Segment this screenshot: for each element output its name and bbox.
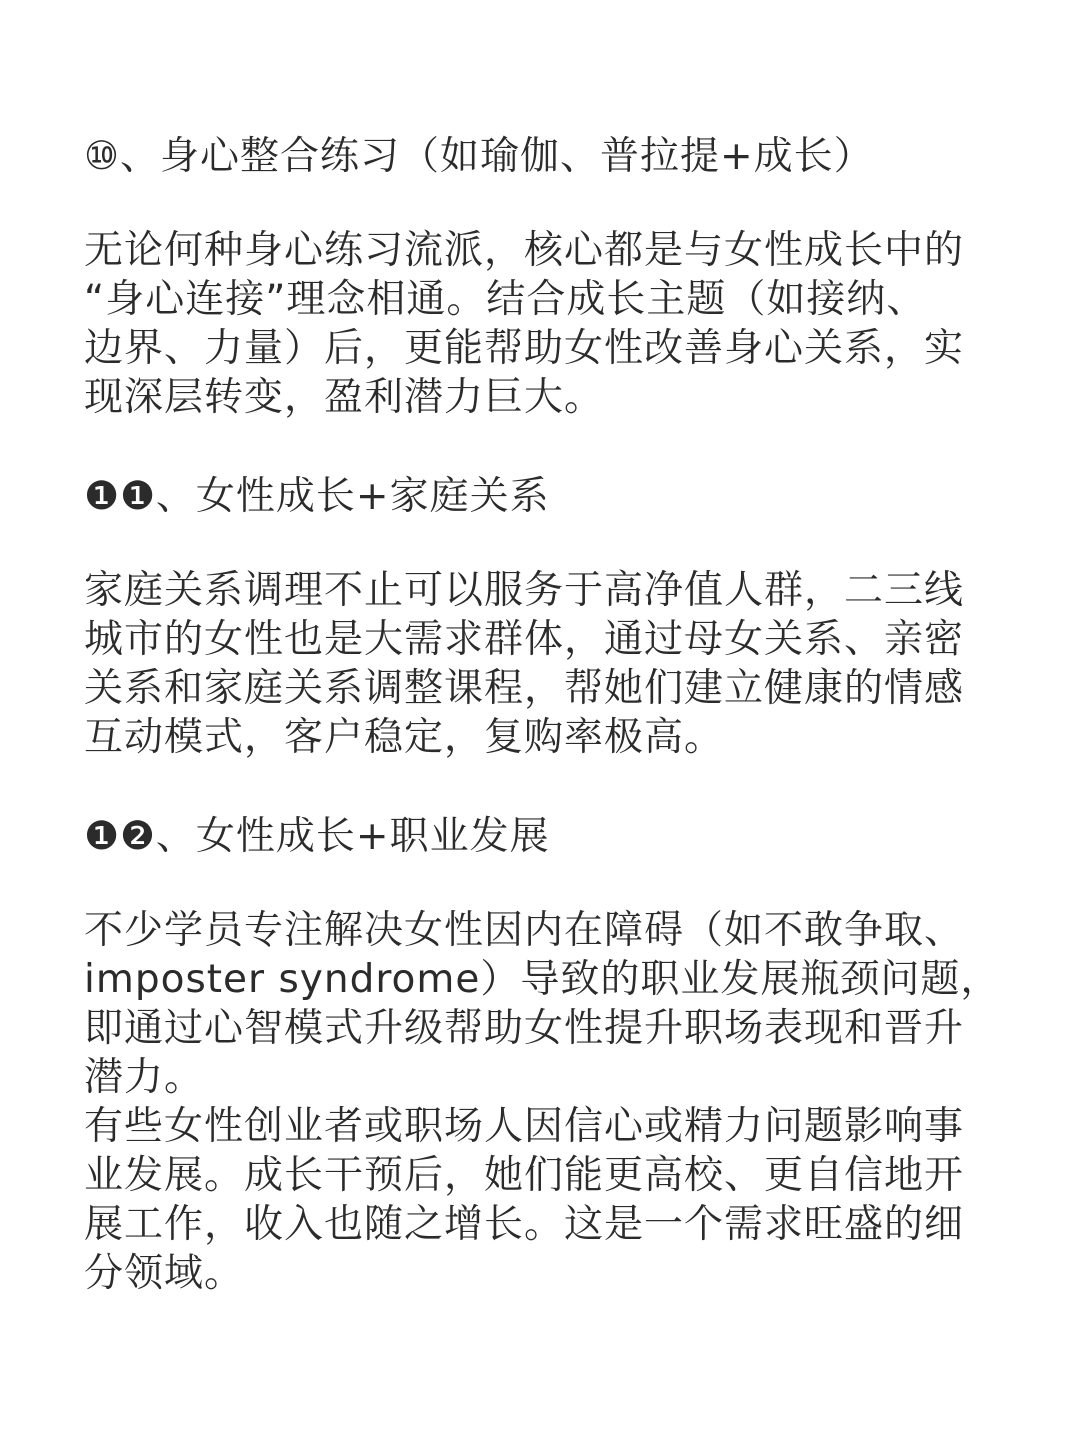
section-paragraph-11 bbox=[84, 566, 984, 762]
paragraph-line: 不少学员专注解决女性因内在障碍（如不敢争取、 bbox=[84, 908, 965, 953]
paragraph-line: 分领域。 bbox=[84, 1251, 245, 1296]
paragraph-line: 无论何种身心练习流派，核心都是与女性成长中的 bbox=[84, 228, 965, 273]
paragraph-line: “身心连接”理念相通。结合成长主题（如接纳、 bbox=[84, 277, 927, 322]
paragraph-line: 即通过心智模式升级帮助女性提升职场表现和晋升 bbox=[84, 1006, 965, 1051]
section-heading-10: ⑩、身心整合练习（如瑜伽、普拉提+成长） bbox=[84, 134, 874, 179]
paragraph-line: 潜力。 bbox=[84, 1055, 205, 1100]
paragraph-line: imposter syndrome）导致的职业发展瓶颈问题， bbox=[84, 957, 1001, 1002]
paragraph-line: 现深层转变，盈利潜力巨大。 bbox=[84, 375, 605, 420]
paragraph-line: 有些女性创业者或职场人因信心或精力问题影响事 bbox=[84, 1104, 965, 1149]
article-body bbox=[84, 128, 1001, 1298]
paragraph-line: 城市的女性也是大需求群体，通过母女关系、亲密 bbox=[84, 617, 965, 662]
paragraph-line: 关系和家庭关系调整课程，帮她们建立健康的情感 bbox=[84, 666, 965, 711]
paragraph-line: 展工作，收入也随之增长。这是一个需求旺盛的细 bbox=[84, 1202, 965, 1247]
section-heading-12: ❶❷、女性成长+职业发展 bbox=[84, 814, 550, 859]
paragraph-line: 家庭关系调理不止可以服务于高净值人群，二三线 bbox=[84, 568, 965, 613]
paragraph-line: 互动模式，客户稳定，复购率极高。 bbox=[84, 715, 725, 760]
paragraph-line: 边界、力量）后，更能帮助女性改善身心关系，实 bbox=[84, 326, 965, 371]
section-heading-11: ❶❶、女性成长+家庭关系 bbox=[84, 474, 550, 519]
section-paragraph-10 bbox=[84, 226, 984, 422]
paragraph-line: 业发展。成长干预后，她们能更高校、更自信地开 bbox=[84, 1153, 965, 1198]
section-paragraph-12 bbox=[84, 906, 1001, 1298]
